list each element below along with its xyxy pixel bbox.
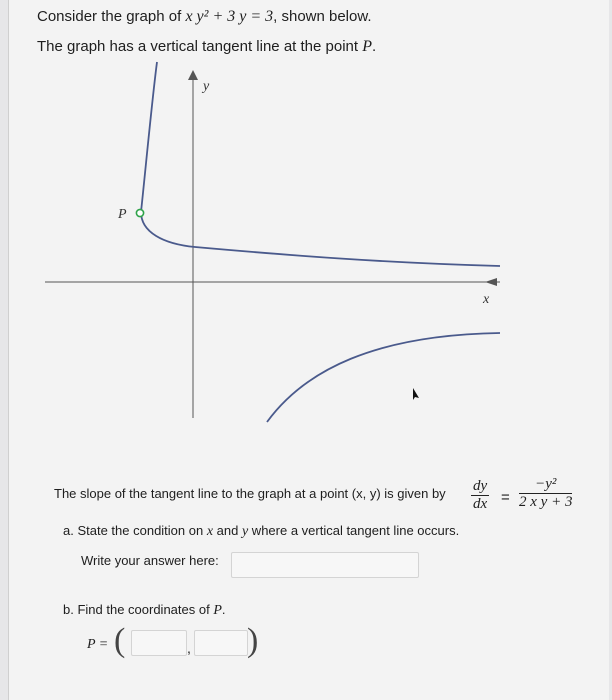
y-axis-arrow: [188, 70, 198, 80]
slope-denominator: 2 x y + 3: [519, 494, 573, 510]
and-text: and: [213, 523, 242, 538]
question-b-suffix: .: [221, 602, 226, 617]
var-p: P: [213, 603, 222, 618]
p-y-input[interactable]: [194, 630, 248, 656]
lower-branch-curve: [267, 333, 500, 422]
question-page: [8, 0, 609, 700]
point-name: P: [362, 38, 372, 55]
intro-text-2: The graph has a vertical tangent line at the point: [37, 38, 363, 55]
dy-label: dy: [473, 478, 488, 494]
slope-text: The slope of the tangent line to the graph at a point (x, y) is given by: [54, 486, 446, 501]
comma: ,: [187, 640, 191, 656]
slope-numerator: −y²: [519, 476, 572, 494]
question-b-text: b. Find the coordinates of: [63, 602, 214, 617]
x-axis-arrow: [485, 278, 497, 286]
p-x-input[interactable]: [131, 630, 187, 656]
answer-a-input[interactable]: [231, 552, 419, 578]
answer-a-label: Write your answer here:: [81, 553, 219, 568]
dx-label: dx: [473, 496, 488, 512]
open-paren: (: [114, 622, 126, 659]
intro-line-1: [37, 8, 372, 26]
question-b: [63, 602, 226, 619]
upper-branch-curve: [141, 62, 500, 266]
dy-dx-fraction: [471, 478, 489, 513]
x-axis-label: x: [483, 292, 490, 307]
slope-sentence: [54, 486, 446, 501]
intro-suffix: , shown below.: [273, 8, 372, 25]
point-p-label: P: [118, 207, 127, 222]
point-p-marker: [136, 209, 143, 216]
close-paren: ): [247, 622, 259, 659]
question-a-text: a. State the condition on: [63, 523, 207, 538]
var-y: y: [241, 524, 249, 539]
intro-line-2: [37, 38, 376, 56]
y-axis-label: y: [203, 79, 210, 94]
curve-graph: [45, 60, 505, 430]
var-x: x: [206, 524, 214, 539]
p-equals-label: P =: [87, 637, 109, 652]
question-a-suffix: where a vertical tangent line occurs.: [248, 523, 460, 538]
intro-text: Consider the graph of: [37, 8, 186, 25]
question-a: [63, 523, 459, 540]
equation: x y² + 3 y = 3: [185, 8, 274, 25]
slope-fraction: [519, 476, 572, 511]
intro-suffix-2: .: [372, 38, 377, 55]
mouse-cursor-icon: [413, 388, 419, 400]
equals-sign: =: [501, 489, 510, 506]
